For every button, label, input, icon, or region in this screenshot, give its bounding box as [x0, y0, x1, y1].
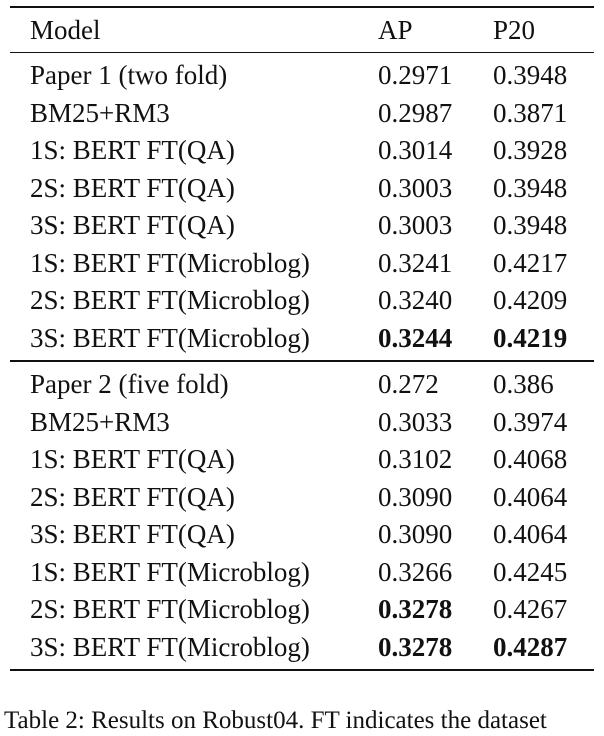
- table-row: [10, 320, 594, 362]
- cell-model: 1S: BERT FT(Microblog): [30, 556, 310, 587]
- cell-p20: 0.4217: [493, 247, 568, 278]
- cell-model: BM25+RM3: [30, 97, 170, 128]
- cell-model: 2S: BERT FT(Microblog): [30, 285, 310, 315]
- table-row: [10, 629, 594, 671]
- table-row: [10, 441, 594, 479]
- cell-p20: 0.386: [493, 361, 594, 404]
- cell-model: Paper 1 (two fold): [10, 53, 378, 95]
- cell-p20: 0.4287: [493, 629, 594, 671]
- cell-p20: 0.3948: [493, 53, 594, 95]
- cell-model: 3S: BERT FT(QA): [30, 210, 235, 240]
- cell-ap: 0.3278: [378, 594, 453, 624]
- cell-ap: 0.3090: [378, 519, 453, 549]
- cell-ap: 0.3003: [378, 172, 453, 203]
- cell-model: 3S: BERT FT(Microblog): [10, 629, 378, 671]
- cell-p20: 0.4068: [493, 444, 568, 474]
- header-p20: P20: [493, 7, 594, 53]
- cell-p20: 0.4209: [493, 285, 568, 315]
- cell-p20: 0.4267: [493, 594, 568, 624]
- cell-p20: 0.3948: [493, 172, 568, 203]
- table-row: [10, 479, 594, 517]
- cell-model: 2S: BERT FT(Microblog): [30, 594, 310, 624]
- table-caption: Table 2: Results on Robust04. FT indicates the dataset: [4, 707, 547, 734]
- cell-p20: 0.4219: [493, 322, 568, 353]
- cell-p20: 0.4064: [493, 519, 568, 549]
- cell-p20: 0.4245: [493, 556, 568, 587]
- header-row: [10, 7, 594, 53]
- cell-ap: 0.272: [378, 361, 493, 404]
- cell-ap: 0.3266: [378, 556, 453, 587]
- cell-model: Paper 2 (five fold): [10, 361, 378, 404]
- table-row: [10, 132, 594, 170]
- cell-model: 1S: BERT FT(Microblog): [30, 247, 310, 278]
- table-row: [10, 282, 594, 320]
- cell-model: 1S: BERT FT(QA): [30, 444, 235, 474]
- cell-model: 1S: BERT FT(QA): [30, 135, 235, 165]
- cell-ap: 0.3241: [378, 247, 453, 278]
- table-row: [10, 591, 594, 629]
- table-group-paper-1: [10, 53, 594, 362]
- table-row: [10, 53, 594, 95]
- cell-p20: 0.3974: [493, 406, 568, 437]
- cell-ap: 0.3090: [378, 481, 453, 512]
- table-group-paper-2: [10, 361, 594, 670]
- cell-ap: 0.3003: [378, 210, 453, 240]
- cell-ap: 0.3014: [378, 135, 453, 165]
- cell-model: 3S: BERT FT(QA): [30, 519, 235, 549]
- cell-model: 3S: BERT FT(Microblog): [30, 322, 310, 353]
- cell-p20: 0.4064: [493, 481, 568, 512]
- cell-ap: 0.3278: [378, 629, 493, 671]
- cell-ap: 0.2971: [378, 53, 493, 95]
- table-row: [10, 245, 594, 283]
- table-header: [10, 7, 594, 53]
- cell-ap: 0.2987: [378, 97, 453, 128]
- table-row: [10, 554, 594, 592]
- cell-ap: 0.3244: [378, 322, 453, 353]
- cell-p20: 0.3948: [493, 210, 568, 240]
- table-row: [10, 516, 594, 554]
- cell-ap: 0.3102: [378, 444, 453, 474]
- table-row: [10, 361, 594, 404]
- cell-p20: 0.3928: [493, 135, 568, 165]
- cell-model: 2S: BERT FT(QA): [30, 172, 235, 203]
- table-row: [10, 404, 594, 442]
- cell-ap: 0.3240: [378, 285, 453, 315]
- cell-model: BM25+RM3: [30, 406, 170, 437]
- cell-p20: 0.3871: [493, 97, 568, 128]
- header-model: Model: [10, 7, 378, 53]
- header-ap: AP: [378, 7, 493, 53]
- results-table: [10, 6, 594, 671]
- table-row: [10, 95, 594, 133]
- table-row: [10, 170, 594, 208]
- cell-ap: 0.3033: [378, 406, 453, 437]
- table-row: [10, 207, 594, 245]
- cell-model: 2S: BERT FT(QA): [30, 481, 235, 512]
